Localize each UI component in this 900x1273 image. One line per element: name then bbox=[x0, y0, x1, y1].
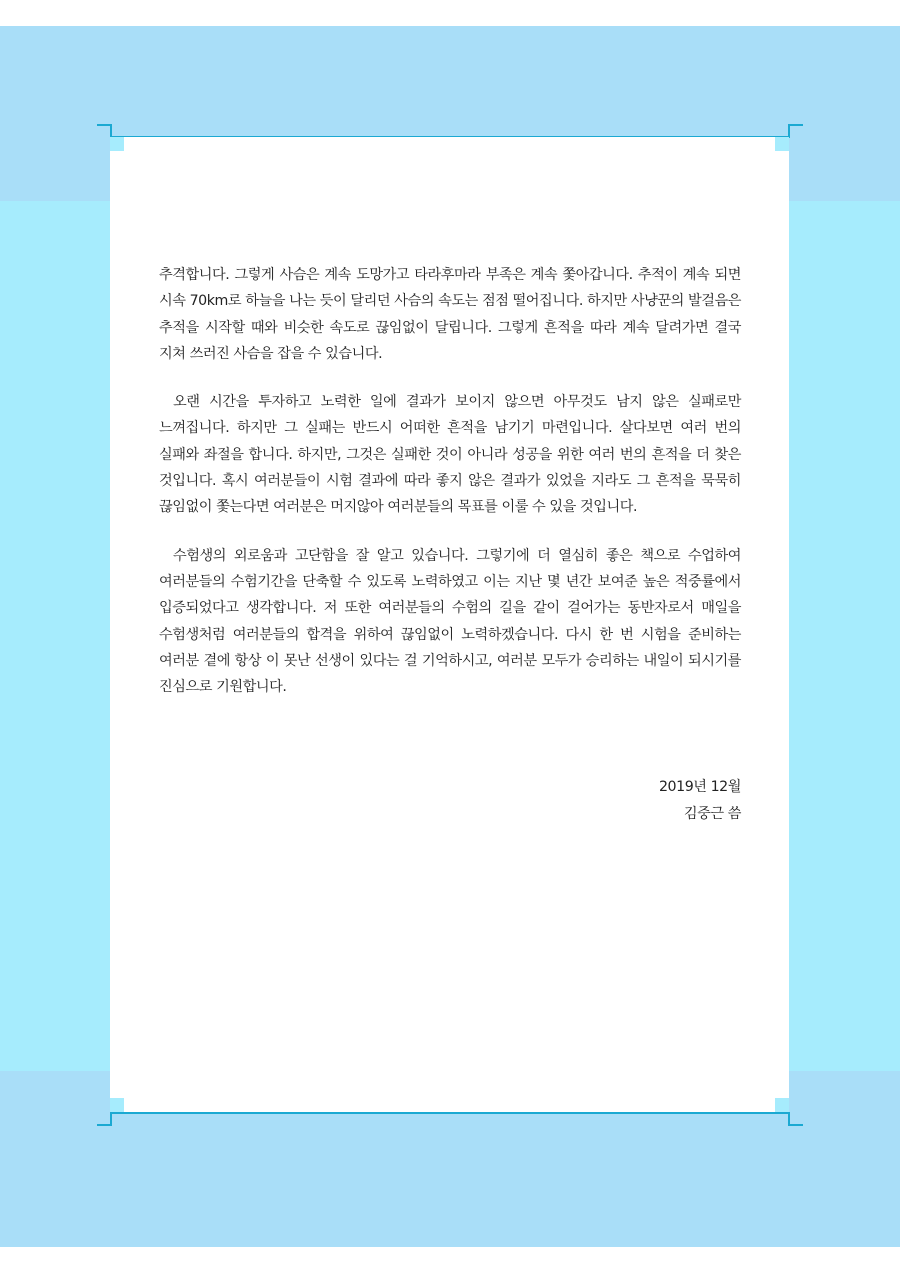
paragraph: 추격합니다. 그렇게 사슴은 계속 도망가고 타라후마라 부족은 계속 쫓아갑니다. 추적이 계속 되면 시속 70km로 하늘을 나는 듯이 달리던 사슴의 속도는 점점 떨어집니다. 하지만 사냥꾼의 발걸음은 추적을 시작할 때와 비슷한 속도로 끊임없이 달립니다. 그렇게 흔적을 따라 계속 달려가면 결국 지쳐 쓰러진 사슴을 잡을 수 있습니다. bbox=[159, 267, 741, 362]
paragraph: 오랜 시간을 투자하고 노력한 일에 결과가 보이지 않으면 아무것도 남지 않은 실패로만 느껴집니다. 하지만 그 실패는 반드시 어떠한 흔적을 남기기 마련입니다. 살다보면 여러 번의 실패와 좌절을 합니다. 하지만, 그것은 실패한 것이 아니라 성공을 위한 여러 번의 흔적을 더 찾은 것입니다. 혹시 여러분들이 시험 결과에 따라 좋지 않은 결과가 있었을 지라도 그 흔적을 묵묵히 끊임없이 쫓는다면 여러분은 머지않아 여러분들의 목표를 이룰 수 있을 것입니다. bbox=[159, 394, 741, 516]
letter-date: 2019년 12월 bbox=[658, 779, 741, 795]
paragraph: 수험생의 외로움과 고단함을 잘 알고 있습니다. 그렇기에 더 열심히 좋은 책으로 수업하여 여러분들의 수험기간을 단축할 수 있도록 노력하였고 이는 지난 몇 년간 보여준 높은 적중률에서 입증되었다고 생각합니다. 저 또한 여러분들의 수험의 길을 같이 걸어가는 동반자로서 매일을 수험생처럼 여러분들의 합격을 위하여 끊임없이 노력하겠습니다. 다시 한 번 시험을 준비하는 여러분 곁에 항상 이 못난 선생이 있다는 걸 기억하시고, 여러분 모두가 승리하는 내일이 되시기를 진심으로 기원합니다. bbox=[159, 547, 741, 696]
letter-body bbox=[159, 262, 741, 722]
author-signature: 김중근 씀 bbox=[683, 806, 741, 822]
signature-block bbox=[659, 774, 741, 828]
